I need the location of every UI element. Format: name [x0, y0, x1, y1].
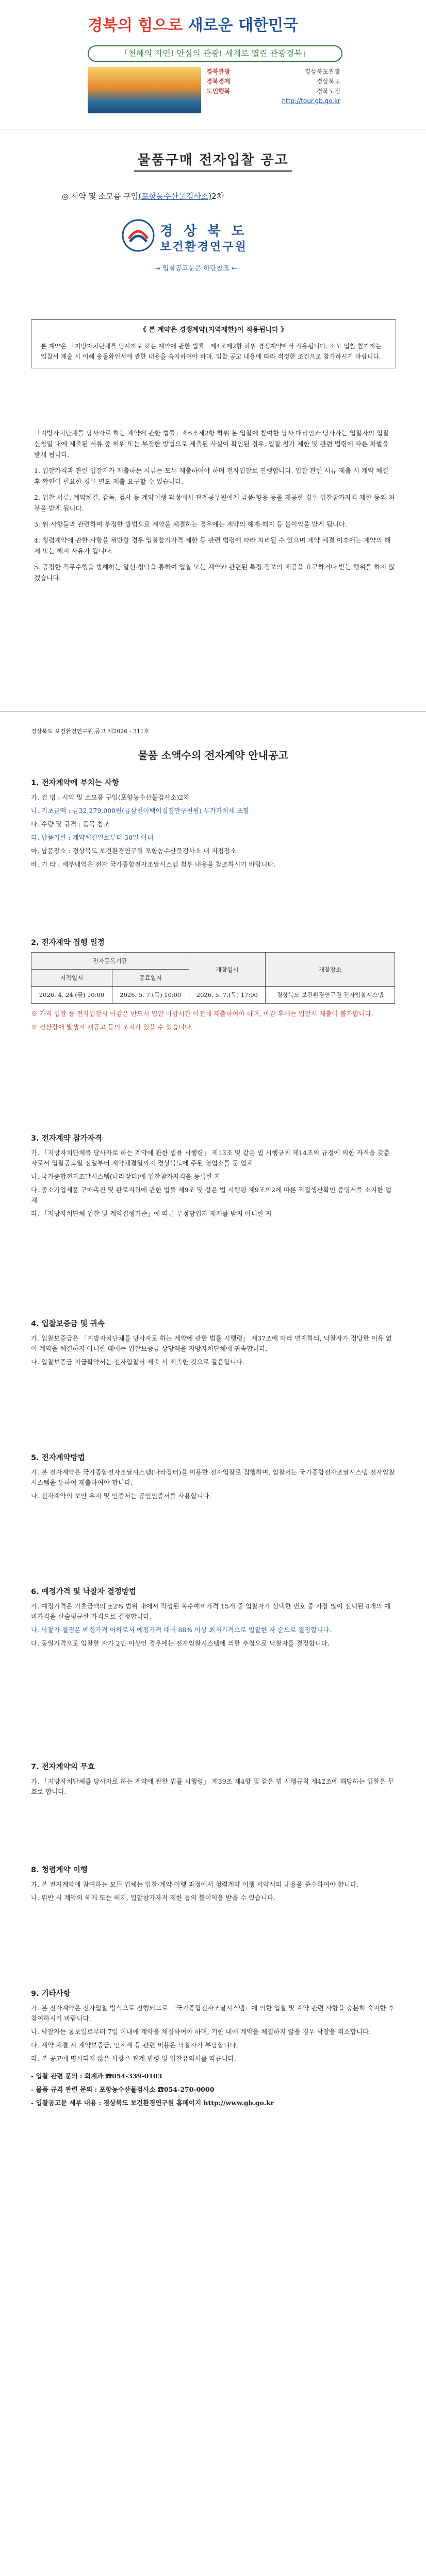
banner-logo	[88, 12, 298, 35]
section-heading: 6. 예정가격 및 낙찰자 결정방법	[31, 1588, 136, 1596]
section-item: 다. 계약 체결 시 계약보증금, 인지세 등 관련 비용은 낙찰자가 부담합니다.	[31, 2041, 238, 2049]
section-item: 나. 전자계약의 보안 유지 및 인증서는 공인인증서를 사용합니다.	[31, 1492, 211, 1500]
section-item: 나. 국가종합전자조달시스템(나라장터)에 입찰참가자격을 등록한 자	[31, 1173, 221, 1180]
box-title: 《 본 계약은 경쟁계약(지역제한)이 적용됩니다 》	[139, 326, 288, 334]
table-cell: 2026. 5. 7.(목) 10:00	[112, 987, 189, 1004]
section-1	[31, 778, 395, 873]
section-item: 가. 본 전자계약은 국가종합전자조달시스템(나라장터)을 이용한 전자입찰로 집행하며, 입찰서는 국가종합전자조달시스템 전자입찰 시스템을 통하여 제출하여야 합니다.	[31, 1468, 395, 1486]
section-item: 나. 입찰보증금 지급확약서는 전자입찰서 제출 시 제출한 것으로 갈음합니다.	[31, 1358, 245, 1366]
section-item: 가. 「지방자치단체를 당사자로 하는 계약에 관한 법률 시행령」 제39조 제4항 및 같은 법 시행규칙 제42조에 해당하는 입찰은 무효로 합니다.	[31, 1777, 394, 1795]
subject-line: ◎ 시약 및 소모품 구입(포항농수산물검사소)2차	[62, 192, 224, 201]
section-item: 가. 본 전자계약에 참여하는 모든 업체는 입찰·계약·이행 과정에서 청렴계약 이행 서약서의 내용을 준수하여야 합니다.	[31, 1880, 359, 1888]
contract-notice-box	[31, 319, 396, 368]
section-item: 나. 낙찰자는 통보일로부터 7일 이내에 계약을 체결하여야 하며, 기한 내에 계약을 체결하지 않을 경우 낙찰을 취소합니다.	[31, 2028, 371, 2036]
banner-contacts	[206, 67, 340, 106]
section-heading: 8. 청렴계약 이행	[31, 1866, 88, 1874]
integrity-pledge	[34, 428, 395, 588]
table-header: 개찰일시	[189, 953, 266, 987]
section-7	[31, 1762, 395, 1800]
logo-tagline: 새로운 대한민국	[188, 16, 299, 35]
section-heading: 3. 전자계약 참가자격	[31, 1134, 102, 1143]
section-3	[31, 1133, 395, 1222]
contact-line[interactable]: - 입찰공고문 세부 내용 : 경상북도 보건환경연구원 홈페이지 http://www.gb.go.kr	[31, 2099, 274, 2107]
box-body: 본 계약은 「지방자치단체를 당사자로 하는 계약에 관한 법률」제4조제2항 하위 경쟁계약에서 적용됩니다. 소모 입찰 참가자는 입찰서 제출 시 이해 충돌확인서에 관한 내용을 숙지하여야 하며, 입찰 공고 내용에 따라 적정한 조건으로 참가하시기 바랍니다.	[41, 343, 382, 360]
section-heading: 7. 전자계약의 무효	[31, 1763, 95, 1771]
section-heading: 1. 전자계약에 부치는 사항	[31, 779, 119, 787]
section-item: 가. 건 명 : 시약 및 소모품 구입(포항농수산물검사소)2차	[31, 793, 190, 801]
tour-link[interactable]: http://tour.gb.go.kr	[282, 97, 340, 105]
schedule-table	[31, 952, 395, 1004]
table-header: 개찰장소	[266, 953, 395, 987]
pledge-item: 1. 입찰가격과 관련 입찰자가 제출하는 서류는 모두 제출하여야 하며 전자입찰로 진행합니다. 입찰 관련 서류 제출 시 계약 체결 후 확인이 필요한 경우 별도 제출 요구할 수 있습니다.	[34, 467, 389, 485]
contact-row: 도민행복 경북도정	[206, 88, 340, 95]
section-4	[31, 1319, 395, 1370]
table-cell: 경상북도 보건환경연구원 전자입찰시스템	[266, 987, 395, 1004]
contact-row: 경북경제 경상북도	[206, 78, 340, 85]
table-subheader: 시작일시	[31, 970, 112, 987]
section-item: 라. 납품기한 : 계약체결일로부터 30일 이내	[31, 834, 154, 841]
section-5	[31, 1453, 395, 1504]
subject-link[interactable]: (포항농수산물검사소)	[138, 192, 212, 201]
table-header: 전자등록기간	[31, 953, 189, 970]
page-title: 물품구매 전자입찰 공고	[137, 152, 289, 168]
section-heading: 2. 전자계약 집행 일정	[31, 939, 105, 947]
section-item: 나. 위반 시 계약의 해제 또는 해지, 입찰참가자격 제한 등의 불이익을 받을 수 있습니다.	[31, 1894, 276, 1902]
emblem-icon	[122, 219, 155, 252]
table-row	[31, 987, 395, 1004]
schedule-note: ※ 가격 입찰 등 전자입찰시 마감은 반드시 입찰 마감시간 이전에 제출하여야 하며, 마감 후에는 입찰서 제출이 불가합니다.	[31, 1010, 373, 1018]
section-heading: 4. 입찰보증금 및 귀속	[31, 1320, 105, 1328]
table-cell: 2026. 4. 24.(금) 10:00	[31, 987, 112, 1004]
banner-photo	[88, 67, 201, 113]
pledge-item: 3. 위 사항들과 관련하여 부정한 방법으로 계약을 체결하는 경우에는 계약의 해제·해지 등 불이익을 받게 됩니다.	[34, 520, 347, 528]
section-item: 나. 낙찰자 결정은 예정가격 이하로서 예정가격 대비 88% 이상 최저가격으로 입찰한 자 순으로 결정합니다.	[31, 1626, 332, 1634]
section-item: 바. 기 타 : 세부내역은 전자 국가종합전자조달시스템 첨부 내용을 참조하시기 바랍니다.	[31, 860, 276, 868]
section-6	[31, 1587, 395, 1652]
top-banner	[0, 0, 426, 124]
schedule-note: ※ 전산장애 발생시 재공고 등의 조치가 있을 수 있습니다.	[31, 1023, 193, 1031]
section-item: 가. 입찰보증금은 「지방자치단체를 당사자로 하는 계약에 관한 법률 시행령」 제37조에 따라 면제하되, 낙찰자가 정당한 이유 없이 계약을 체결하지 아니한 때에는 입찰보증금 상당액을 지방자치단체에 귀속합니다.	[31, 1334, 392, 1352]
section-item: 다. 동일가격으로 입찰한 자가 2인 이상인 경우에는 전자입찰시스템에 의한 추첨으로 낙찰자를 결정합니다.	[31, 1639, 330, 1647]
notice-meta: 경상북도 보건환경연구원 공고 제2026 - 311호	[31, 728, 150, 735]
org-sub: 보건환경연구원	[160, 240, 248, 253]
section-item: 가. 예정가격은 기초금액의 ±2% 범위 내에서 작성된 복수예비가격 15개 중 입찰자가 선택한 번호 중 가장 많이 선택된 4개의 예비가격을 산술평균한 가격으로 결정합니다.	[31, 1602, 391, 1620]
section-8	[31, 1865, 395, 1906]
pledge-item: 5. 공정한 직무수행을 방해하는 알선·청탁을 통하여 입찰 또는 계약과 관련된 특정 정보의 제공을 요구하거나 받는 행위를 하지 않겠습니다.	[34, 563, 395, 582]
org-name: 경 상 북 도	[160, 224, 248, 239]
pledge-intro: 「지방자치단체를 당사자로 하는 계약에 관한 법률」제6조제2항 하위 본 입찰에 참여한 당사 대리인과 당사자는 입찰자의 입찰신청일 내에 제출된 서류 중 허위 또는 부정한 방법으로 제출된 사실이 확인된 경우, 입찰 참가 제한 및 관련 법령에 따른 처벌을 받게 됩니다.	[34, 429, 389, 459]
table-cell: 2026. 5. 7.(목) 17:00	[189, 987, 266, 1004]
section-item: 가. 「지방자치단체를 당사자로 하는 계약에 관한 법률 시행령」 제13조 및 같은 법 시행규칙 제14조의 규정에 의한 자격을 갖춘 자로서 입찰공고일 전일부터 계약체결일까지 경상북도에 주된 영업소를 둔 업체	[31, 1149, 390, 1167]
contact-row[interactable]	[206, 96, 340, 106]
title-underline	[134, 170, 292, 172]
section-item: 라. 「지방자치단체 입찰 및 계약집행기준」에 따른 부정당업자 제재를 받지 아니한 자	[31, 1210, 272, 1217]
contact-row: 경북관광 경상북도관광	[206, 68, 340, 75]
logo-prefix: 경북의 힘으로	[88, 16, 183, 35]
section-heading: 5. 전자계약방법	[31, 1454, 85, 1462]
section-2	[31, 938, 395, 1036]
banner-slogan: 「천혜의 자연! 안심의 관광! 세계로 열린 관광경북」	[88, 45, 342, 62]
section-item: 나. 기초금액 : 금32,279,000원(금삼천이백이십칠만구천원) 부가가치세 포함	[31, 807, 250, 815]
section-item: 라. 본 공고에 명시되지 않은 사항은 관계 법령 및 입찰유의서를 따릅니다.	[31, 2055, 236, 2062]
pledge-item: 2. 입찰 서류, 계약체결, 감독, 검사 등 계약이행 과정에서 관계공무원에게 금품·향응 등을 제공한 경우 입찰참가자격 제한 등의 처분을 받게 됩니다.	[34, 494, 395, 512]
section-item: 마. 납품장소 : 경상북도 보건환경연구원 포항농수산물검사소 내 지정장소	[31, 847, 237, 855]
section-heading: 9. 기타사항	[31, 1990, 71, 1998]
contact-line: - 입찰 관련 문의 : 회계과 ☎054-339-0103	[31, 2072, 162, 2080]
notice-link[interactable]: → 입찰공고문은 하단참조 ←	[155, 265, 237, 273]
pledge-item: 4. 청렴계약에 관한 사항을 위반할 경우 입찰참가자격 제한 등 관련 법령에 따라 처리될 수 있으며 계약 체결 이후에는 계약의 해제 또는 해지 사유가 됩니다.	[34, 536, 391, 555]
section-item: 가. 본 전자계약은 전자입찰 방식으로 진행되므로 「국가종합전자조달시스템」에 의한 입찰 및 계약 관련 사항을 충분히 숙지한 후 참여하시기 바랍니다.	[31, 2004, 395, 2022]
notice-title: 물품 소액수의 전자계약 안내공고	[138, 749, 288, 761]
section-9	[31, 1989, 395, 2111]
contact-line: - 물품 규격 관련 문의 : 포항농수산물검사소 ☎054-270-0000	[31, 2086, 215, 2093]
section-item: 다. 수량 및 규격 : 품목 참조	[31, 820, 110, 828]
section-item: 다. 중소기업제품 구매촉진 및 판로지원에 관한 법률 제9조 및 같은 법 시행령 제9조의2에 따른 직접생산확인 증명서를 소지한 업체	[31, 1186, 392, 1204]
table-subheader: 종료일시	[112, 970, 189, 987]
